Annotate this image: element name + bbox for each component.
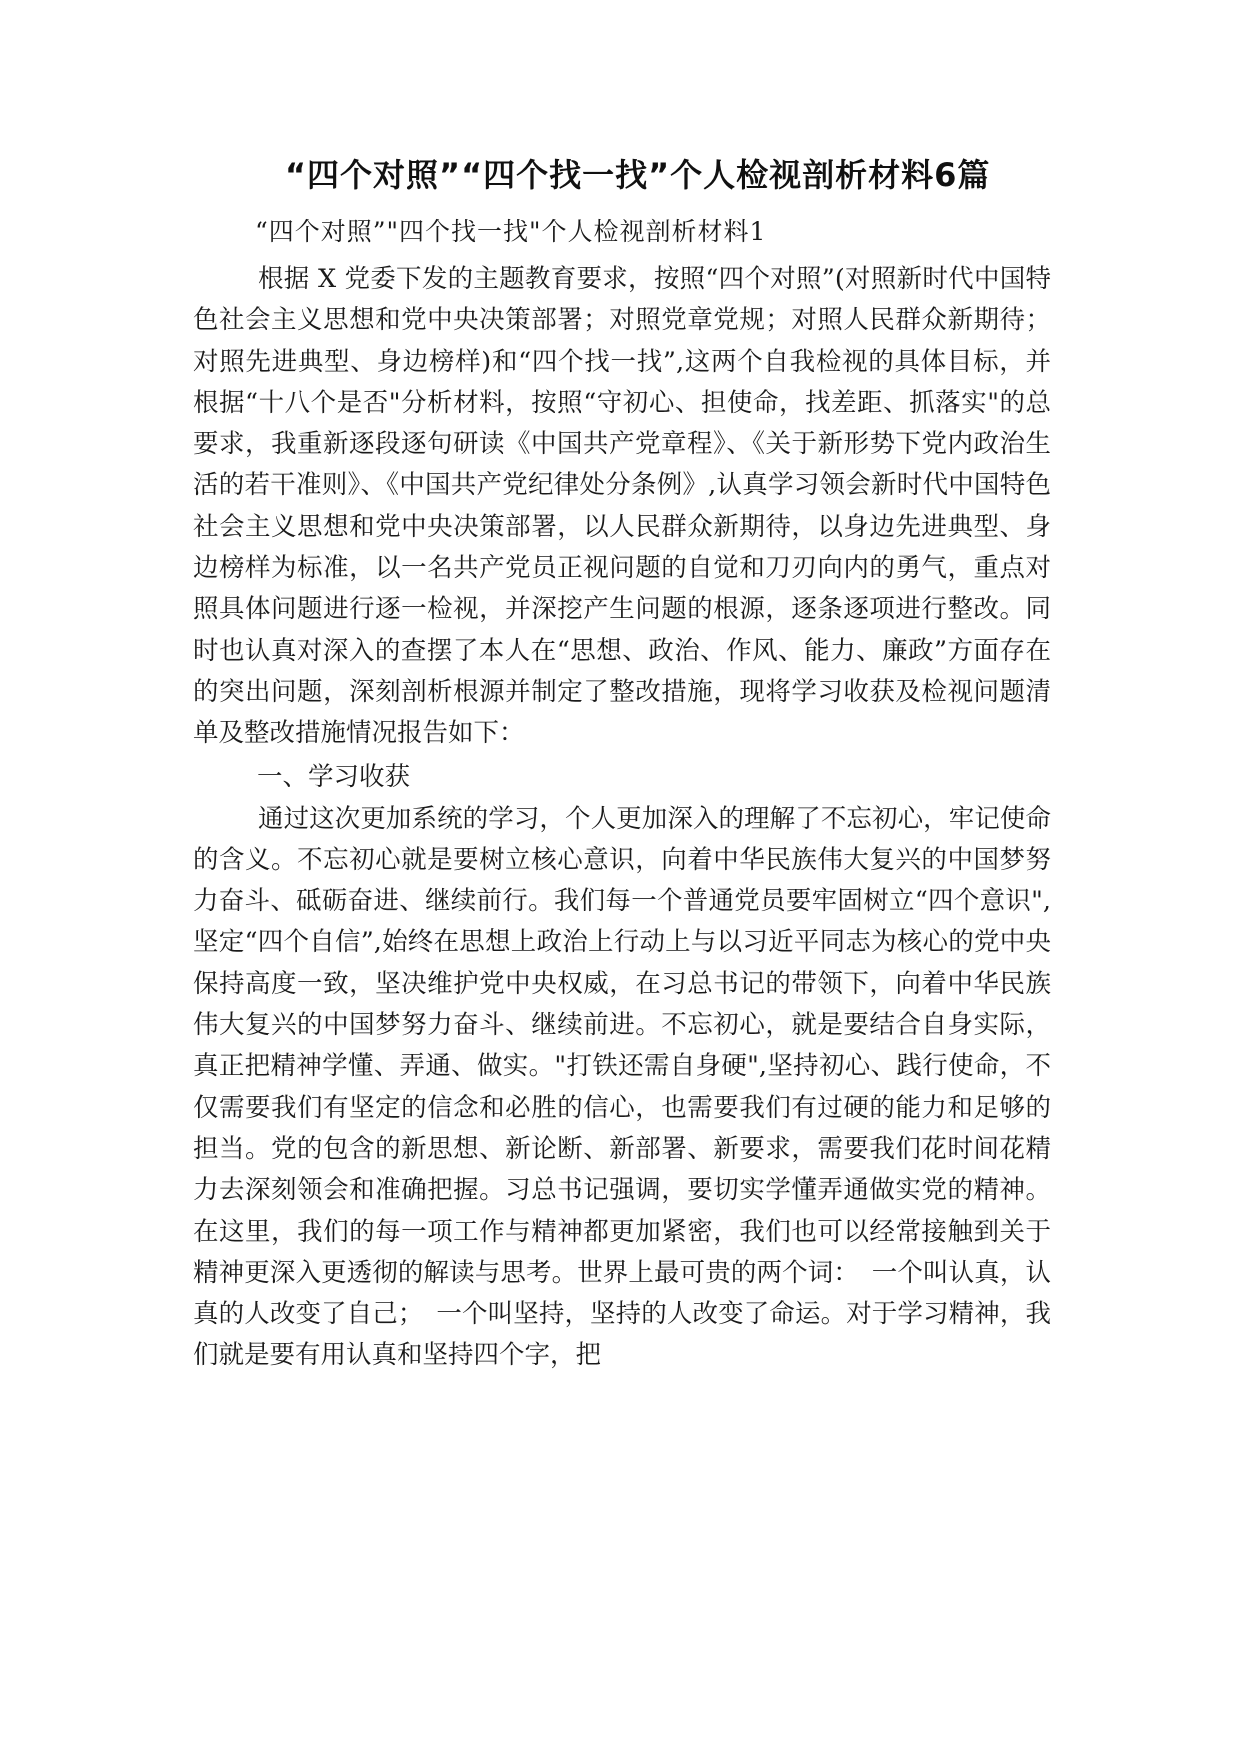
document-body (193, 150, 1051, 1377)
section-heading-learning-gains: 一、学习收获 (257, 761, 411, 792)
learning-gains-paragraph: 通过这次更加系统的学习，个人更加深入的理解了不忘初心，牢记使命的含义。不忘初心就是要树立核心意识，向着中华民族伟大复兴的中国梦努力奋斗、砥砺奋进、继续前行。我们每一个普通党员要牢固树立“四个意识",坚定“四个自信”,始终在思想上政治上行动上与以习近平同志为核心的党中央保持高度一致，坚决维护党中央权威，在习总书记的带领下，向着中华民族伟大复兴的中国梦努力奋斗、继续前进。不忘初心，就是要结合自身实际，真正把精神学懂、弄通、做实。"打铁还需自身硬",坚持初心、践行使命，不仅需要我们有坚定的信念和必胜的信心，也需要我们有过硬的能力和足够的担当。党的包含的新思想、新论断、新部署、新要求，需要我们花时间花精力去深刻领会和准确把握。习总书记强调，要切实学懂弄通做实党的精神。在这里，我们的每一项工作与精神都更加紧密，我们也可以经常接触到关于精神更深入更透彻的解读与思考。世界上最可贵的两个词： 一个叫认真，认真的人改变了自己； 一个叫坚持，坚持的人改变了命运。对于学习精神，我们就是要有用认真和坚持四个字，把 (193, 803, 1051, 1371)
document-title: “四个对照”“四个找一找”个人检视剖析材料6篇 (285, 156, 991, 194)
intro-paragraph: 根据 X 党委下发的主题教育要求，按照“四个对照”(对照新时代中国特色社会主义思想和党中央决策部署；对照党章党规；对照人民群众新期待；对照先进典型、身边榜样)和“四个找一找”,这两个自我检视的具体目标，并根据“十八个是否"分析材料，按照“守初心、担使命，找差距、抓落实"的总要求，我重新逐段逐句研读《中国共产党章程》、《关于新形势下党内政治生活的若干准则》、《中国共产党纪律处分条例》,认真学习领会新时代中国特色社会主义思想和党中央决策部署，以人民群众新期待，以身边先进典型、身边榜样为标准，以一名共产党员正视问题的自觉和刀刃向内的勇气，重点对照具体问题进行逐一检视，并深挖产生问题的根源，逐条逐项进行整改。同时也认真对深入的查摆了本人在“思想、政治、作风、能力、廉政”方面存在的突出问题，深刻剖析根源并制定了整改措施，现将学习收获及检视问题清单及整改措施情况报告如下： (193, 264, 1051, 749)
document-subtitle: “四个对照”"四个找一找"个人检视剖析材料1 (255, 217, 767, 246)
